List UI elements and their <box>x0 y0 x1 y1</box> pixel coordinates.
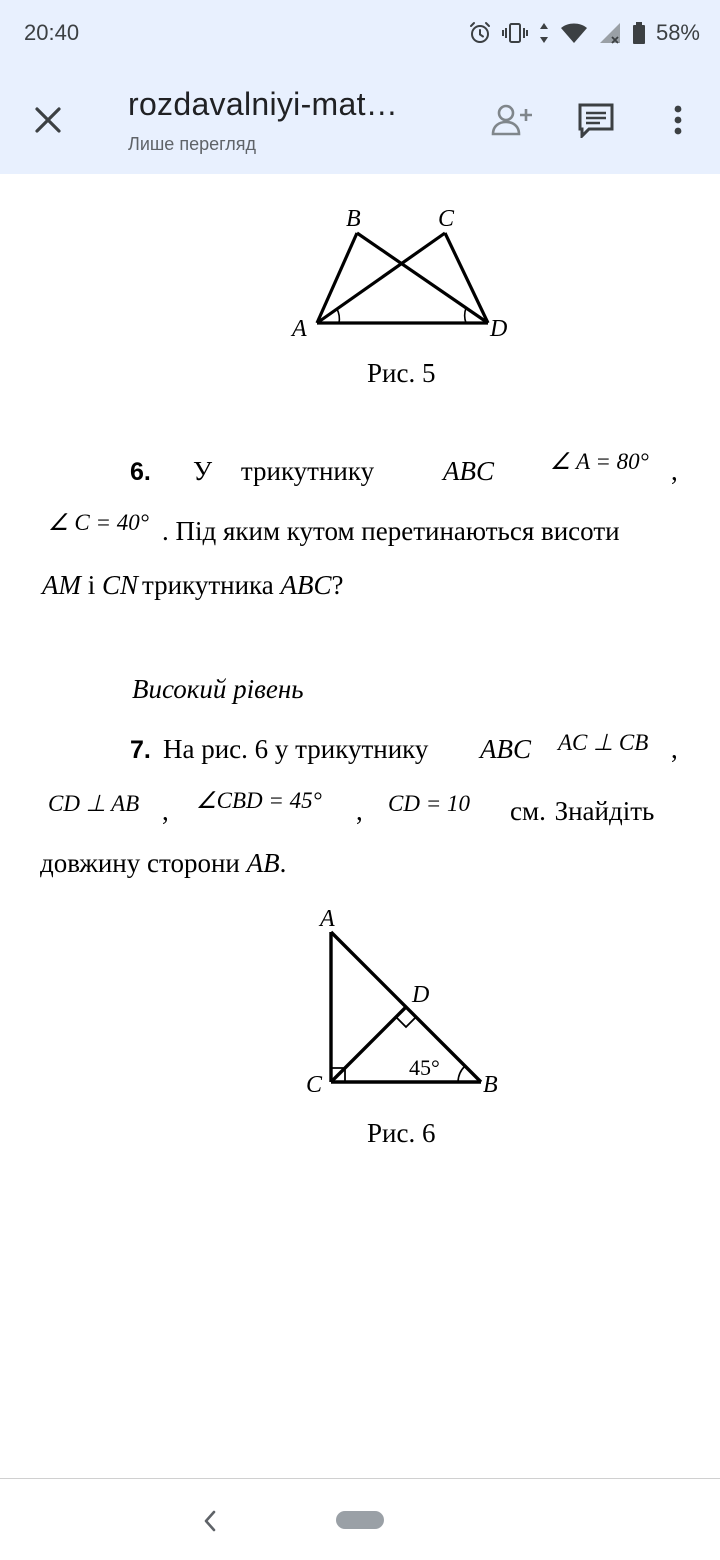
task-6-text-1: У трикутнику <box>193 456 375 486</box>
alarm-icon <box>468 21 492 45</box>
back-button[interactable] <box>190 1501 230 1541</box>
document-title: rozdavalniyi-mat… <box>128 86 399 122</box>
task-7-triangle: ABC <box>480 734 531 764</box>
conjunction: і <box>87 570 96 600</box>
task-7-text-3: довжину сторони <box>40 848 240 878</box>
home-pill-button[interactable] <box>336 1511 384 1529</box>
angle-arc-b <box>458 1066 465 1082</box>
task-6-text-3: трикутника <box>142 570 274 600</box>
label-d: D <box>490 316 508 342</box>
label-a: A <box>292 316 307 342</box>
figure-5-caption: Рис. 5 <box>367 358 436 388</box>
battery-level: 58% <box>655 20 700 45</box>
task-6-number: 6. <box>130 458 151 486</box>
task-7-line-3 <box>40 848 286 879</box>
task-7-period: . <box>279 848 287 878</box>
task-6-line-3 <box>42 570 343 601</box>
data-arrows-icon <box>538 21 550 45</box>
vibrate-icon <box>502 21 528 45</box>
app-header <box>0 0 720 174</box>
view-only-label: Лише перегляд <box>128 134 257 154</box>
angle-label-45: 45° <box>409 1055 440 1080</box>
label-c: C <box>438 206 455 232</box>
figure-5 <box>280 196 530 346</box>
angle-arc-d <box>465 308 466 323</box>
label-a: A <box>320 906 335 932</box>
label-d: D <box>412 982 430 1008</box>
task-6-comma: , <box>671 456 678 486</box>
segment-bd <box>357 233 488 323</box>
question-mark: ? <box>331 570 344 600</box>
angle-c-formula: ∠ C = 40° <box>48 510 149 535</box>
task-6-triangle-2: ABC <box>280 570 332 600</box>
task-6-triangle: ABC <box>443 456 494 486</box>
wifi-icon <box>560 21 588 45</box>
level-heading: Високий рівень <box>132 674 304 704</box>
close-icon <box>34 106 62 134</box>
status-time: 20:40 <box>24 20 80 45</box>
figure-6-caption: Рис. 6 <box>367 1118 436 1148</box>
angle-arc-a <box>337 309 339 323</box>
signal-icon <box>598 21 622 45</box>
altitude-am: AM <box>42 570 81 600</box>
task-7-text-1: На рис. 6 у трикутнику <box>163 734 429 764</box>
more-vert-icon <box>673 105 683 135</box>
status-icons <box>468 18 700 48</box>
comment-icon <box>577 102 615 138</box>
comment-button[interactable] <box>574 98 618 142</box>
angle-a-formula: ∠ A = 80° <box>550 449 649 474</box>
task-7-text-2: см. Знайдіть <box>510 796 655 826</box>
side-ab: AB <box>246 848 280 878</box>
right-angle-mark-d <box>396 1017 416 1027</box>
add-person-icon <box>490 103 534 137</box>
task-7-comma-3: , <box>356 796 363 826</box>
condition-ac-perp-cb: AC ⊥ CB <box>558 730 649 755</box>
back-chevron-icon <box>202 1510 218 1532</box>
condition-cd-perp-ab: CD ⊥ AB <box>48 791 140 816</box>
task-7-comma-1: , <box>671 734 678 764</box>
angle-cbd-formula: ∠CBD = 45° <box>196 788 322 813</box>
label-b: B <box>346 206 361 232</box>
segment-cd <box>331 1007 406 1082</box>
cd-length-formula: CD = 10 <box>388 791 470 816</box>
label-b: B <box>483 1072 498 1098</box>
document-page[interactable] <box>0 174 720 1478</box>
battery-icon <box>632 21 646 45</box>
task-7-number: 7. <box>130 736 151 764</box>
more-options-button[interactable] <box>656 98 700 142</box>
label-c: C <box>306 1072 323 1098</box>
close-button[interactable] <box>26 98 70 142</box>
task-6-text-2: . Під яким кутом перетинаються висоти <box>162 516 620 546</box>
task-7-comma-2: , <box>162 796 169 826</box>
figure-6 <box>296 902 516 1102</box>
system-navigation-bar <box>0 1478 720 1560</box>
add-person-button[interactable] <box>490 98 534 142</box>
altitude-cn: CN <box>102 570 139 600</box>
